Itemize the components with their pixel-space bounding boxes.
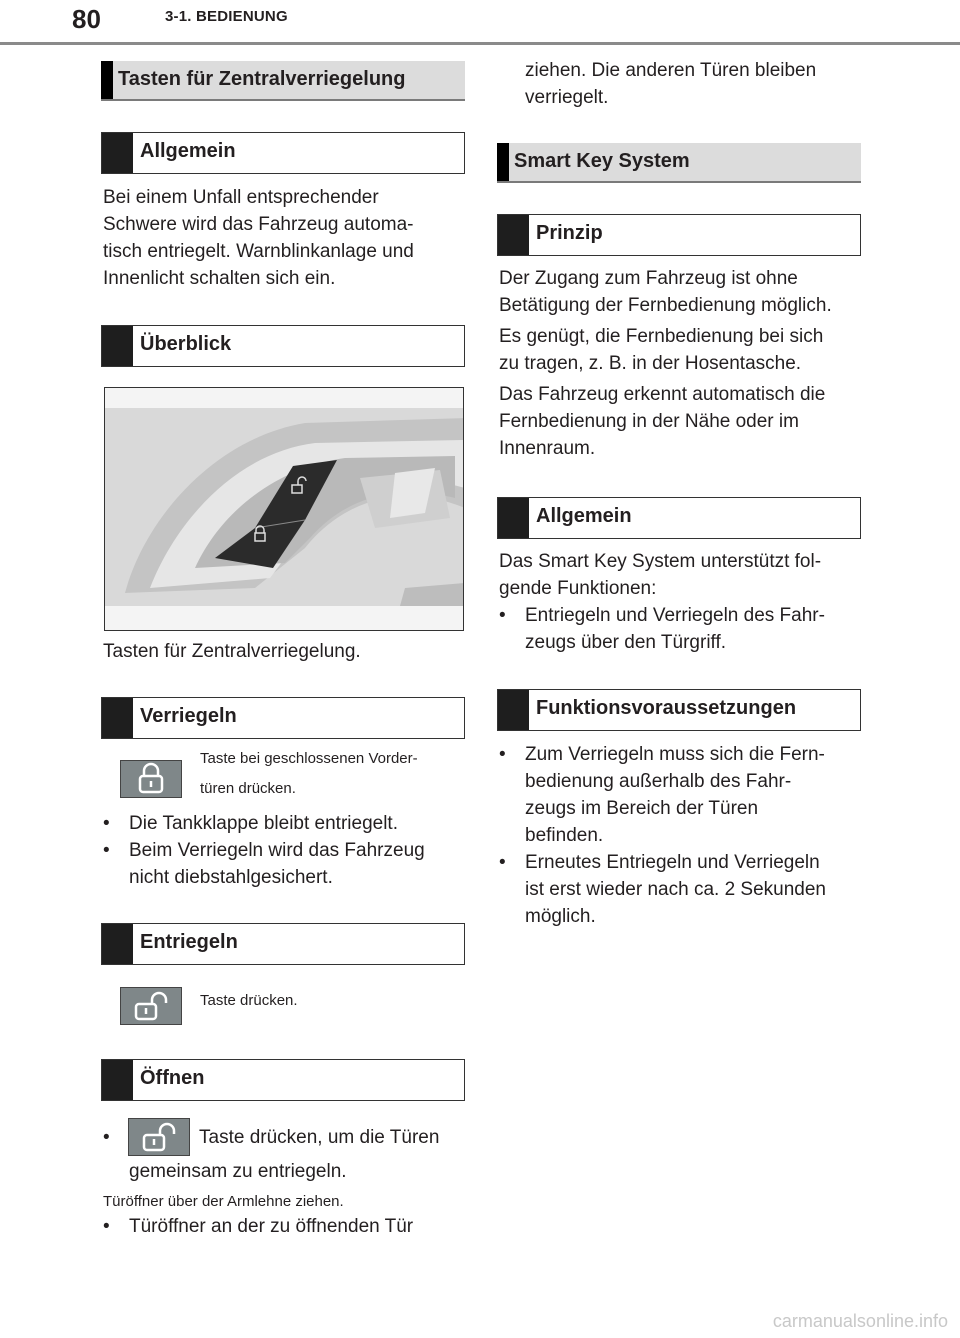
- figure-caption: Tasten für Zentralverriegelung.: [103, 641, 361, 662]
- header-rule: [0, 42, 960, 45]
- unlock-button-symbol: [120, 987, 182, 1025]
- section-heading-zentralverriegelung: Tasten für Zentralverriegelung: [101, 61, 465, 101]
- allgemein-paragraph: Bei einem Unfall entsprechender Schwere wird das Fahrzeug automa- tisch entriegelt. Warnblinkanlage und Innenlicht schalten sich ein.: [103, 187, 414, 289]
- door-lock-buttons-illustration: [104, 387, 464, 631]
- funktion-bullets: [499, 741, 861, 930]
- list-item: • Erneutes Entriegeln und Verriegeln ist erst wieder nach ca. 2 Sekunden möglich.: [499, 852, 827, 927]
- oeffnen-bullet-text-a: Taste drücken, um die Türen: [199, 1127, 440, 1148]
- entriegeln-note: Taste drücken.: [200, 992, 298, 1009]
- list-item: • Entriegeln und Verriegeln des Fahr- zeugs über den Türgriff.: [499, 605, 825, 653]
- list-item: • Türöffner an der zu öffnenden Tür: [103, 1216, 414, 1237]
- subheading-funktionsvoraussetzungen: Funktionsvoraussetzungen: [497, 689, 861, 731]
- oeffnen-bullet-text-b: gemeinsam zu entriegeln.: [129, 1161, 347, 1182]
- list-item: • Beim Verriegeln wird das Fahrzeug nicht diebstahlgesichert.: [103, 840, 425, 888]
- list-item: • Die Tankklappe bleibt entriegelt.: [103, 813, 398, 834]
- oeffnen-bullet-dot: •: [103, 1127, 110, 1148]
- subheading-verriegeln: Verriegeln: [101, 697, 465, 739]
- subheading-entriegeln: Entriegeln: [101, 923, 465, 965]
- list-item: • Zum Verriegeln muss sich die Fern- bedienung außerhalb des Fahr- zeugs im Bereich der Türen befinden.: [499, 744, 825, 846]
- unlock-icon: [129, 1119, 189, 1155]
- section-heading-smart-key: Smart Key System: [497, 143, 861, 183]
- continuation-text: ziehen. Die anderen Türen bleiben verriegelt.: [525, 60, 817, 108]
- page-number: 80: [72, 4, 101, 34]
- subheading-allgemein-smart-key: Allgemein: [497, 497, 861, 539]
- lock-button-symbol: [120, 760, 182, 798]
- watermark: carmanualsonline.info: [772, 1311, 948, 1331]
- subheading-oeffnen: Öffnen: [101, 1059, 465, 1101]
- unlock-button-symbol-inline: [128, 1118, 190, 1156]
- subheading-prinzip: Prinzip: [497, 214, 861, 256]
- chapter-title: 3-1. BEDIENUNG: [165, 8, 288, 25]
- smart-key-allgemein-text: Das Smart Key System unterstützt fol- gende Funktionen: • Entriegeln und Verriegeln des Fahr- zeugs über den Türgriff.: [499, 548, 861, 656]
- oeffnen-note: Türöffner über der Armlehne ziehen.: [103, 1193, 344, 1210]
- subheading-allgemein: Allgemein: [101, 132, 465, 174]
- lock-icon: [121, 761, 181, 797]
- subheading-ueberblick: Überblick: [101, 325, 465, 367]
- verriegeln-bullets: [103, 810, 463, 891]
- verriegeln-note: Taste bei geschlossenen Vorder- türen drücken.: [200, 750, 418, 797]
- unlock-icon: [121, 988, 181, 1024]
- prinzip-paragraphs: Der Zugang zum Fahrzeug ist ohne Betätigung der Fernbedienung möglich. Es genügt, die Fernbedienung bei sich zu tragen, z. B. in der Hosentasche. Das Fahrzeug erkennt automatisch die Fernbedienung in der Nähe oder im Innenraum.: [499, 268, 832, 459]
